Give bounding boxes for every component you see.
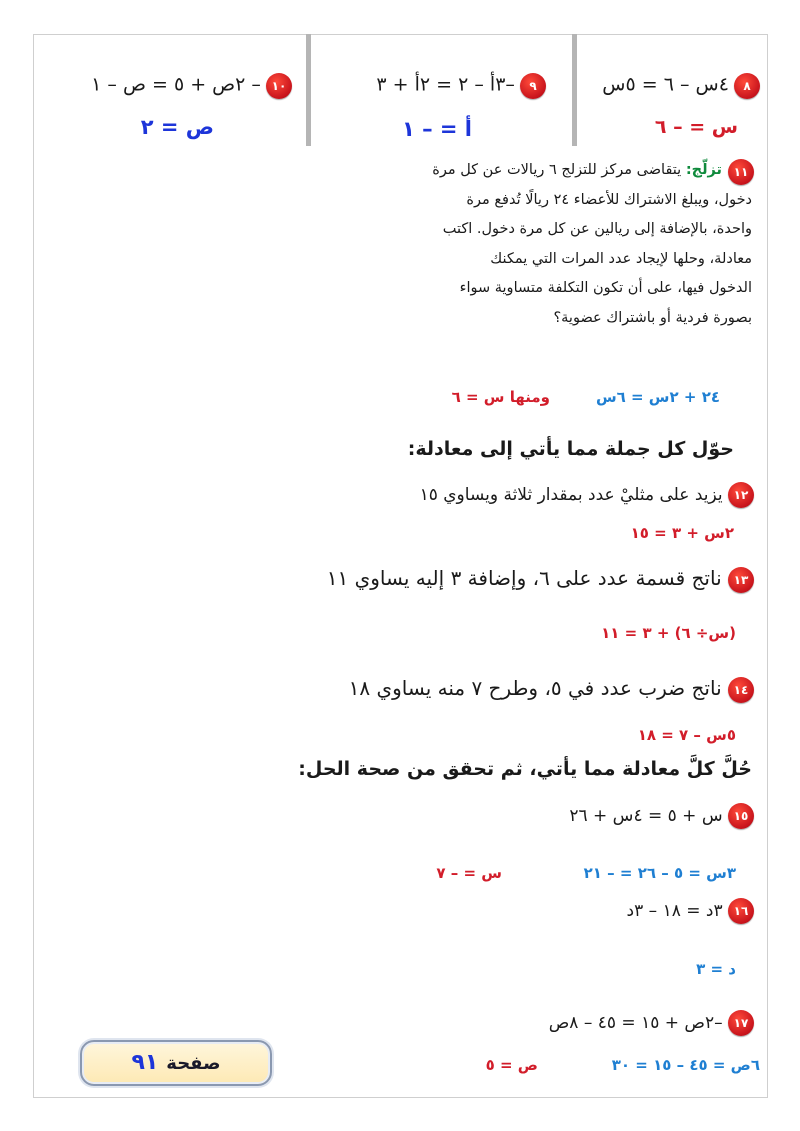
answer: ٥س – ٧ = ١٨ xyxy=(637,726,736,744)
solution-step: ٦ص = ٤٥ – ١٥ = ٣٠ xyxy=(611,1056,760,1074)
problem-number-badge: ١٧ xyxy=(728,1010,754,1036)
problem-equation: –٢ص + ١٥ = ٤٥ – ٨ص xyxy=(548,1013,723,1033)
problem-title: تزلّج: xyxy=(685,162,722,178)
problem-number-badge: ١٣ xyxy=(728,567,754,593)
page-label: صفحة xyxy=(166,1053,221,1074)
column-divider xyxy=(306,34,311,146)
problem-12 xyxy=(420,482,754,508)
problem-15 xyxy=(569,803,754,829)
problem-number-badge: ١٥ xyxy=(728,803,754,829)
text-line: بصورة فردية أو باشتراك عضوية؟ xyxy=(553,309,752,326)
page-number-box xyxy=(80,1040,272,1086)
answer: ص = ٥ xyxy=(485,1056,538,1074)
problem-equation: –٣أ – ٢ = ٢أ + ٣ xyxy=(376,73,515,96)
answer-solution: ومنها س = ٦ xyxy=(451,388,550,406)
problem-number-badge: ١٠ xyxy=(266,73,292,99)
problem-13 xyxy=(327,566,754,593)
problem-equation: ٣د = ١٨ – ٣د xyxy=(626,901,723,921)
problem-14 xyxy=(349,676,754,703)
column-divider xyxy=(572,34,577,146)
problem-10 xyxy=(91,73,292,99)
problem-16 xyxy=(627,898,754,924)
problem-text: ناتج قسمة عدد على ٦، وإضافة ٣ إليه يساوي ١١ xyxy=(326,566,722,590)
answer: س = – ٦ xyxy=(654,116,738,138)
answer: د = ٣ xyxy=(696,960,736,978)
problem-text: يزيد على مثليْ عدد بمقدار ثلاثة ويساوي ١٥ xyxy=(419,485,723,505)
text-line: الدخول فيها، على أن تكون التكلفة متساوية سواء xyxy=(459,280,752,297)
problem-equation: – ٢ص + ٥ = ص – ١ xyxy=(91,73,261,96)
problem-number-badge: ١٢ xyxy=(728,482,754,508)
problem-equation: ٤س – ٦ = ٥س xyxy=(602,73,729,96)
problem-number-badge: ٩ xyxy=(520,73,546,99)
answer: أ = – ١ xyxy=(401,117,472,141)
problem-number-badge: ٨ xyxy=(734,73,760,99)
text-line: معادلة، وحلها لإيجاد عدد المرات التي يمكنك xyxy=(490,250,752,267)
answer: س = – ٧ xyxy=(436,864,502,882)
problem-text: ناتج ضرب عدد في ٥، وطرح ٧ منه يساوي ١٨ xyxy=(348,676,722,700)
section-heading: حُلَّ كلَّ معادلة مما يأتي، ثم تحقق من صحة الحل: xyxy=(298,758,752,780)
solution-step: ٣س = ٥ – ٢٦ = – ٢١ xyxy=(583,864,736,882)
problem-number-badge: ١٦ xyxy=(728,898,754,924)
text-line: واحدة، بالإضافة إلى ريالين عن كل مرة دخول. اكتب xyxy=(442,221,752,238)
page-number: ٩١ xyxy=(131,1050,159,1075)
problem-number-badge: ١٤ xyxy=(728,677,754,703)
problem-9 xyxy=(376,73,546,99)
answer: (س÷ ٦) + ٣ = ١١ xyxy=(601,624,736,642)
text-line: يتقاضى مركز للتزلج ٦ ريالات عن كل مرة xyxy=(432,162,682,178)
answer: ٢س + ٣ = ١٥ xyxy=(630,524,734,542)
problem-8 xyxy=(602,73,760,99)
answer-equation: ٢٤ + ٢س = ٦س xyxy=(595,388,720,406)
section-heading: حوّل كل جملة مما يأتي إلى معادلة: xyxy=(407,438,734,460)
problem-11-text xyxy=(394,156,752,334)
problem-number-badge: ١١ xyxy=(728,159,754,185)
answer: ص = ٢ xyxy=(140,115,214,139)
problem-17 xyxy=(549,1010,754,1036)
text-line: دخول، ويبلغ الاشتراك للأعضاء ٢٤ ريالًا تُدفع مرة xyxy=(466,191,752,208)
problem-equation: س + ٥ = ٤س + ٢٦ xyxy=(569,806,723,826)
